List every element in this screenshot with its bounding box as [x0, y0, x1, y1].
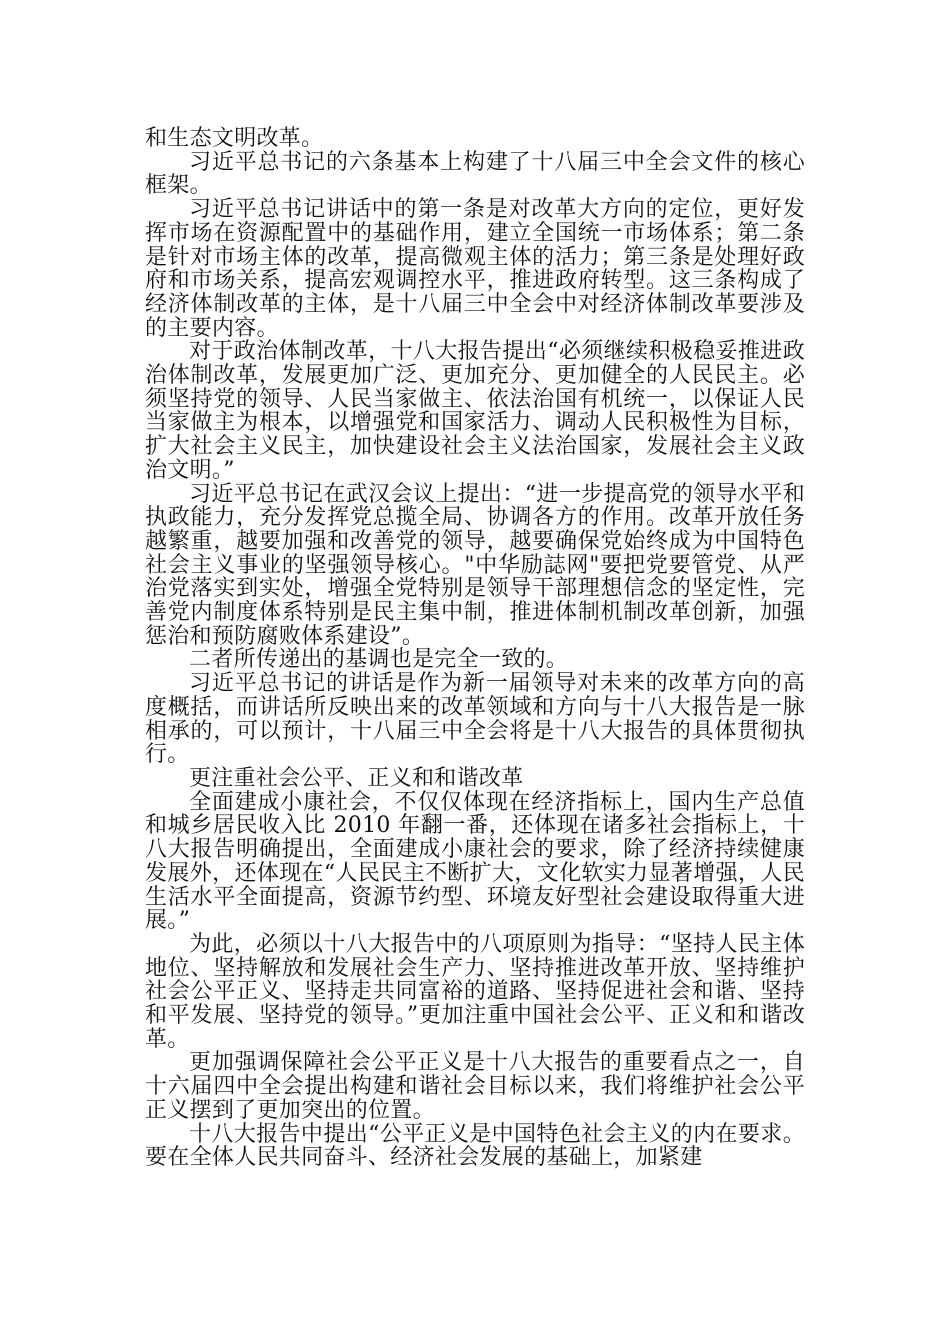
document-body — [145, 127, 805, 1170]
paragraph: 和生态文明改革。 — [145, 126, 324, 151]
paragraph: 习近平总书记的讲话是作为新一届领导对未来的改革方向的高度概括，而讲话所反映出来的改革领域和方向与十八大报告是一脉相承的，可以预计，十八届三中全会将是十八大报告的具体贯彻执行。 — [145, 671, 805, 768]
paragraph: 十八大报告中提出“公平正义是中国特色社会主义的内在要求。要在全体人民共同奋斗、经济社会发展的基础上，加紧建 — [145, 1121, 805, 1171]
section-heading: 更注重社会公平、正义和和谐改革 — [189, 765, 524, 791]
paragraph: 全面建成小康社会，不仅仅体现在经济指标上，国内生产总值和城乡居民收入比 2010 年翻一番，还体现在诸多社会指标上，十八大报告明确提出，全面建成小康社会的要求，除了经济持续健康发展外，还体现在“人民民主不断扩大，文化软实力显著增强，人民生活水平全面提高，资源节约型、环境友好型社会建设取得重大进展。” — [145, 789, 805, 934]
paragraph: 更加强调保障社会公平正义是十八大报告的重要看点之一，自十六届四中全会提出构建和谐社会目标以来，我们将维护社会公平正义摆到了更加突出的位置。 — [145, 1050, 805, 1123]
paragraph: 习近平总书记在武汉会议上提出：“进一步提高党的领导水平和执政能力，充分发挥党总揽全局、协调各方的作用。改革开放任务越繁重，越要加强和改善党的领导，越要确保党始终成为中国特色社会主义事业的坚强领导核心。"中华励誌网"要把党要管党、从严治党落实到实处，增强全党特别是领导干部理想信念的坚定性，完善党内制度体系特别是民主集中制，推进体制机制改革创新，加强惩治和预防腐败体系建设”。 — [145, 481, 805, 649]
paragraph: 习近平总书记的六条基本上构建了十八届三中全会文件的核心框架。 — [145, 149, 805, 199]
paragraph: 为此，必须以十八大报告中的八项原则为指导：“坚持人民主体地位、坚持解放和发展社会生产力、坚持推进改革开放、坚持维护社会公平正义、坚持走共同富裕的道路、坚持促进社会和谐、坚持和平发展、坚持党的领导。”更加注重中国社会公平、正义和和谐改革。 — [145, 931, 805, 1052]
paragraph: 习近平总书记讲话中的第一条是对改革大方向的定位，更好发挥市场在资源配置中的基础作用，建立全国统一市场体系；第二条是针对市场主体的改革，提高微观主体的活力；第三条是处理好政府和市场关系，提高宏观调控水平，推进政府转型。这三条构成了经济体制改革的主体，是十八届三中全会中对经济体制改革要涉及的主要内容。 — [145, 197, 805, 341]
paragraph: 对于政治体制改革，十八大报告提出“必须继续积极稳妥推进政治体制改革，发展更加广泛、更加充分、更加健全的人民民主。必须坚持党的领导、人民当家做主、依法治国有机统一，以保证人民当家做主为根本，以增强党和国家活力、调动人民积极性为目标，扩大社会主义民主，加快建设社会主义法治国家，发展社会主义政治文明。” — [145, 339, 805, 483]
paragraph: 二者所传递出的基调也是完全一致的。 — [189, 647, 569, 673]
